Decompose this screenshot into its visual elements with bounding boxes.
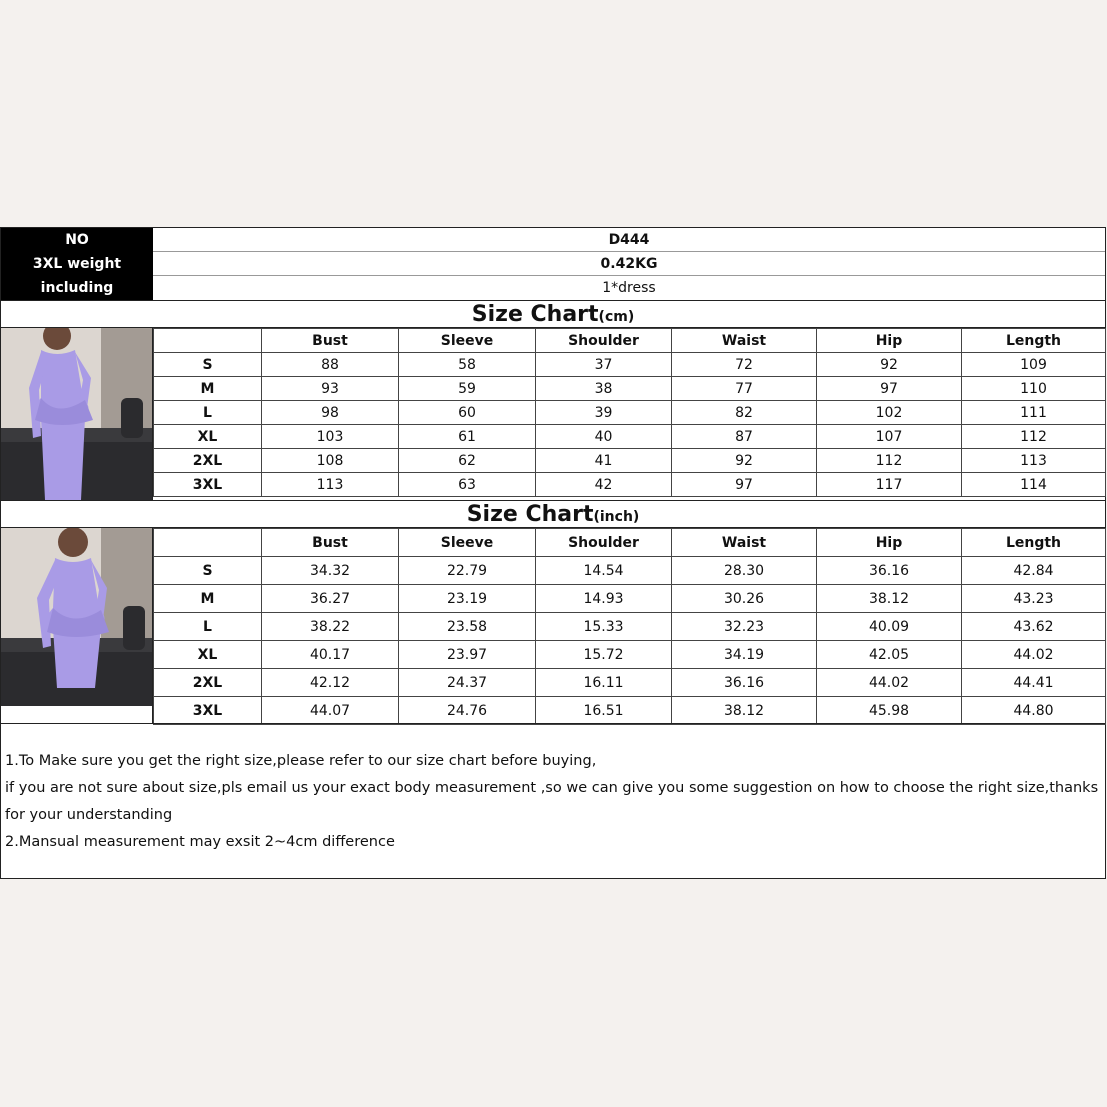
measurement-cell: 112 [817, 449, 962, 473]
measurement-cell: 102 [817, 401, 962, 425]
label-including: including [40, 280, 114, 296]
size-label-cell: M [154, 585, 262, 613]
measurement-cell: 59 [399, 377, 536, 401]
measurement-cell: 44.41 [962, 669, 1106, 697]
measurement-cell: 103 [262, 425, 399, 449]
product-info [1, 228, 1105, 300]
measurement-cell: 62 [399, 449, 536, 473]
measurement-cell: 32.23 [672, 613, 817, 641]
column-header: Length [962, 529, 1106, 557]
measurement-cell: 58 [399, 353, 536, 377]
chart-unit: (inch) [593, 509, 640, 525]
measurement-cell: 98 [262, 401, 399, 425]
column-header: Waist [672, 529, 817, 557]
model-photo-cm [1, 328, 153, 500]
size-label-cell: S [154, 353, 262, 377]
measurement-cell: 23.97 [399, 641, 536, 669]
column-header: Shoulder [536, 529, 672, 557]
measurement-cell: 15.33 [536, 613, 672, 641]
measurement-cell: 36.27 [262, 585, 399, 613]
measurement-cell: 39 [536, 401, 672, 425]
measurement-cell: 97 [672, 473, 817, 497]
measurement-cell: 114 [962, 473, 1106, 497]
chart-unit: (cm) [598, 309, 635, 325]
measurement-cell: 42.05 [817, 641, 962, 669]
size-label-cell: 3XL [154, 697, 262, 725]
measurement-cell: 14.93 [536, 585, 672, 613]
table-row [154, 449, 1106, 473]
table-row [154, 585, 1106, 613]
measurement-cell: 88 [262, 353, 399, 377]
table-row [154, 473, 1106, 497]
table-row [154, 669, 1106, 697]
table-row [154, 613, 1106, 641]
measurement-cell: 63 [399, 473, 536, 497]
column-header: Sleeve [399, 329, 536, 353]
measurement-cell: 109 [962, 353, 1106, 377]
measurement-cell: 38.22 [262, 613, 399, 641]
measurement-cell: 60 [399, 401, 536, 425]
size-label-cell: XL [154, 641, 262, 669]
measurement-cell: 112 [962, 425, 1106, 449]
measurement-cell: 44.02 [817, 669, 962, 697]
measurement-cell: 24.37 [399, 669, 536, 697]
measurement-cell: 23.58 [399, 613, 536, 641]
column-header: Hip [817, 529, 962, 557]
table-row [154, 377, 1106, 401]
table-row [154, 697, 1106, 725]
note-line-2: if you are not sure about size,pls email us your exact body measurement ,so we can give you some suggestion on how to choose the right size,thanks for your understanding [5, 780, 1099, 823]
measurement-cell: 22.79 [399, 557, 536, 585]
measurement-cell: 113 [262, 473, 399, 497]
column-header: Bust [262, 529, 399, 557]
note-line-3: 2.Mansual measurement may exsit 2~4cm difference [5, 834, 395, 850]
measurement-cell: 77 [672, 377, 817, 401]
table-row [154, 641, 1106, 669]
size-label-cell: L [154, 401, 262, 425]
table-row [154, 353, 1106, 377]
size-table-cm [153, 328, 1106, 497]
table-row [154, 557, 1106, 585]
measurement-cell: 40.17 [262, 641, 399, 669]
measurement-cell: 24.76 [399, 697, 536, 725]
measurement-cell: 38 [536, 377, 672, 401]
column-header: Waist [672, 329, 817, 353]
dress-model-image [1, 328, 152, 500]
measurement-cell: 107 [817, 425, 962, 449]
table-row [154, 401, 1106, 425]
column-header: Shoulder [536, 329, 672, 353]
column-header [154, 329, 262, 353]
measurement-cell: 34.19 [672, 641, 817, 669]
size-table-inch [153, 528, 1106, 725]
measurement-cell: 40 [536, 425, 672, 449]
measurement-cell: 72 [672, 353, 817, 377]
measurement-cell: 61 [399, 425, 536, 449]
size-label-cell: 3XL [154, 473, 262, 497]
measurement-cell: 41 [536, 449, 672, 473]
size-label-cell: 2XL [154, 449, 262, 473]
measurement-cell: 42 [536, 473, 672, 497]
measurement-cell: 44.80 [962, 697, 1106, 725]
info-labels [1, 228, 153, 300]
chart-title-text: Size Chart [466, 502, 594, 527]
info-values [153, 228, 1105, 300]
measurement-cell: 44.02 [962, 641, 1106, 669]
measurement-cell: 40.09 [817, 613, 962, 641]
size-label-cell: 2XL [154, 669, 262, 697]
size-chart-inch-title [1, 500, 1105, 528]
measurement-cell: 110 [962, 377, 1106, 401]
measurement-cell: 93 [262, 377, 399, 401]
column-header: Sleeve [399, 529, 536, 557]
size-notes [1, 723, 1105, 878]
measurement-cell: 43.23 [962, 585, 1106, 613]
size-label-cell: M [154, 377, 262, 401]
measurement-cell: 36.16 [817, 557, 962, 585]
chart-title-text: Size Chart [471, 302, 599, 327]
measurement-cell: 38.12 [817, 585, 962, 613]
measurement-cell: 15.72 [536, 641, 672, 669]
column-header: Hip [817, 329, 962, 353]
measurement-cell: 34.32 [262, 557, 399, 585]
measurement-cell: 28.30 [672, 557, 817, 585]
measurement-cell: 43.62 [962, 613, 1106, 641]
measurement-cell: 16.11 [536, 669, 672, 697]
measurement-cell: 37 [536, 353, 672, 377]
size-label-cell: S [154, 557, 262, 585]
value-weight: 0.42KG [153, 252, 1105, 276]
size-chart-cm-title [1, 300, 1105, 328]
measurement-cell: 82 [672, 401, 817, 425]
measurement-cell: 44.07 [262, 697, 399, 725]
measurement-cell: 92 [817, 353, 962, 377]
measurement-cell: 23.19 [399, 585, 536, 613]
measurement-cell: 111 [962, 401, 1106, 425]
size-chart-sheet [0, 227, 1106, 879]
measurement-cell: 14.54 [536, 557, 672, 585]
value-including: 1*dress [602, 280, 656, 296]
size-label-cell: XL [154, 425, 262, 449]
column-header [154, 529, 262, 557]
table-header-row [154, 329, 1106, 353]
table-row [154, 425, 1106, 449]
column-header: Bust [262, 329, 399, 353]
measurement-cell: 16.51 [536, 697, 672, 725]
measurement-cell: 113 [962, 449, 1106, 473]
measurement-cell: 36.16 [672, 669, 817, 697]
measurement-cell: 117 [817, 473, 962, 497]
measurement-cell: 97 [817, 377, 962, 401]
measurement-cell: 108 [262, 449, 399, 473]
measurement-cell: 38.12 [672, 697, 817, 725]
measurement-cell: 42.84 [962, 557, 1106, 585]
label-weight: 3XL weight [32, 256, 122, 272]
table-header-row [154, 529, 1106, 557]
column-header: Length [962, 329, 1106, 353]
measurement-cell: 92 [672, 449, 817, 473]
measurement-cell: 30.26 [672, 585, 817, 613]
note-line-1: 1.To Make sure you get the right size,please refer to our size chart before buying, [5, 753, 597, 769]
measurement-cell: 45.98 [817, 697, 962, 725]
value-no: D444 [153, 228, 1105, 252]
measurement-cell: 87 [672, 425, 817, 449]
dress-model-image [1, 528, 152, 723]
model-photo-inch [1, 528, 153, 724]
size-label-cell: L [154, 613, 262, 641]
measurement-cell: 42.12 [262, 669, 399, 697]
label-no: NO [65, 232, 89, 248]
